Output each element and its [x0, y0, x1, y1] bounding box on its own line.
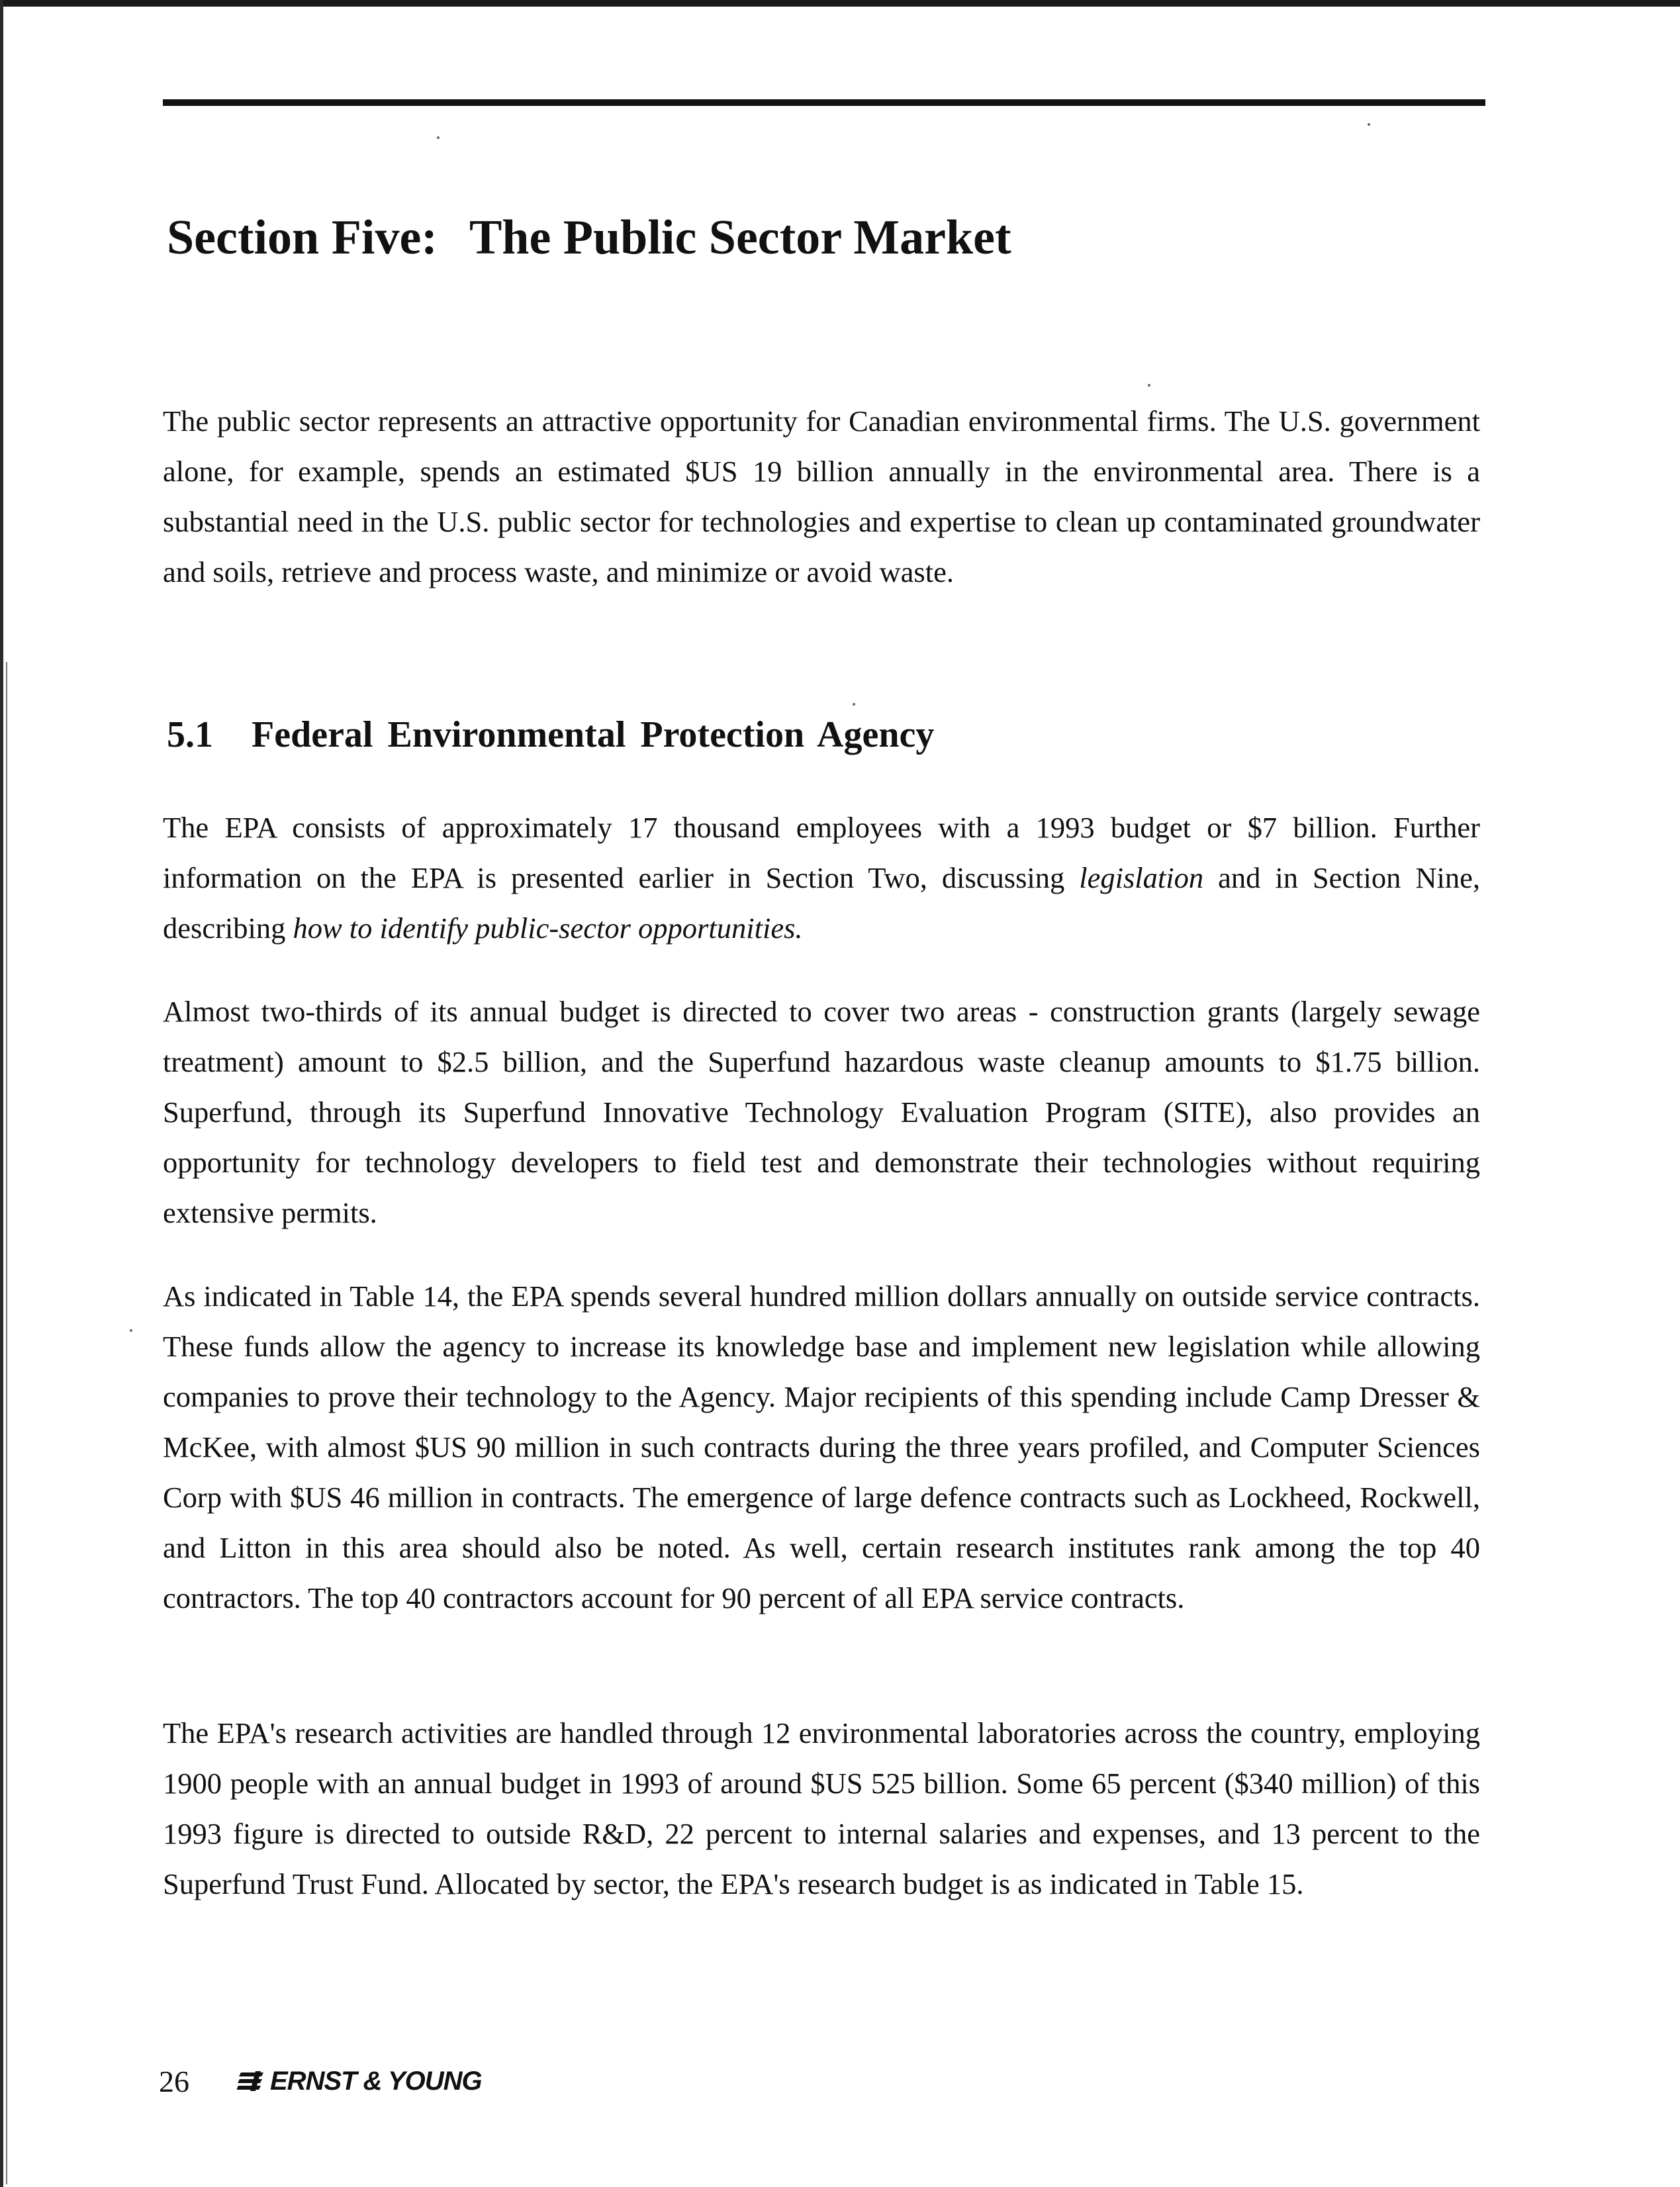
scan-speck — [853, 703, 855, 706]
scan-speck — [1368, 123, 1370, 126]
research-paragraph: The EPA's research activities are handled through 12 environmental laboratories across the country, employing 1900 people with an annual budget in 1993 of around $US 525 billion. Some 65 percent ($340 million) of this 1993 figure is directed to outside R&D, 22 percent to internal salaries and expenses, and 13 percent to the Superfund Trust Fund. Allocated by sector, the EPA's research budget is as indicated in Table 15. — [163, 1716, 1480, 1900]
budget-paragraph: Almost two-thirds of its annual budget is directed to cover two areas - construction grants (largely sewage treatment) amount to $2.5 billion, and the Superfund hazardous waste cleanup amounts to $1.75 billion. Superfund, through its Superfund Innovative Technology Evaluation Program (SITE), also provides an opportunity for technology developers to field test and demonstrate their technologies without requiring extensive permits. — [163, 995, 1480, 1229]
scan-border-left-inner — [6, 662, 7, 2184]
logo-text: ERNST & YOUNG — [270, 2066, 482, 2096]
scan-speck — [437, 136, 440, 139]
page-number: 26 — [159, 2064, 189, 2098]
header-rule — [163, 99, 1485, 106]
epa-overview-text-2: and in Section Nine, describing — [163, 861, 1480, 945]
intro-paragraph: The public sector represents an attractive opportunity for Canadian environmental firms. The U.S. government alone, for example, spends an estimated $US 19 billion annually in the environmental area. There is a substantial need in the U.S. public sector for technologies and expertise to clean up contaminated groundwater and soils, retrieve and process waste, and minimize or avoid waste. — [163, 404, 1480, 588]
subsection-title-text: Federal Environmental Protection Agency — [252, 714, 935, 755]
contracts-paragraph: As indicated in Table 14, the EPA spends several hundred million dollars annually on outside service contracts. These funds allow the agency to increase its knowledge base and implement new legislation while allowing companies to prove their technology to the Agency. Major recipients of this spending include Camp Dresser & McKee, with almost $US 90 million in such contracts during the three years profiled, and Computer Sciences Corp with $US 46 million in contracts. The emergence of large defence contracts such as Lockheed, Rockwell, and Litton in this area should also be noted. As well, certain research institutes rank among the top 40 contractors. The top 40 contractors account for 90 percent of all EPA service contracts. — [163, 1280, 1480, 1614]
epa-overview-paragraph — [163, 802, 1480, 953]
scan-border-top — [0, 0, 1680, 7]
section-title-text: The Public Sector Market — [469, 210, 1011, 265]
scan-border-left — [0, 0, 3, 2187]
ernst-young-logo-icon — [237, 2070, 266, 2092]
subsection-title — [167, 716, 934, 753]
ernst-young-logo — [237, 2067, 482, 2096]
subsection-number: 5.1 — [167, 714, 213, 755]
epa-overview-text-1: The EPA consists of approximately 17 thousand employees with a 1993 budget or $7 billion. Further information on the EPA is presented earlier in Section Two, discussing — [163, 811, 1480, 894]
epa-overview-italic-opportunities: how to identify public-sector opportunities. — [293, 911, 803, 945]
section-number: Section Five: — [167, 210, 438, 265]
scan-speck — [1148, 384, 1150, 387]
page-footer — [159, 2061, 482, 2101]
epa-overview-italic-legislation: legislation — [1079, 861, 1204, 894]
scan-speck — [130, 1329, 132, 1332]
section-title — [167, 210, 1011, 265]
